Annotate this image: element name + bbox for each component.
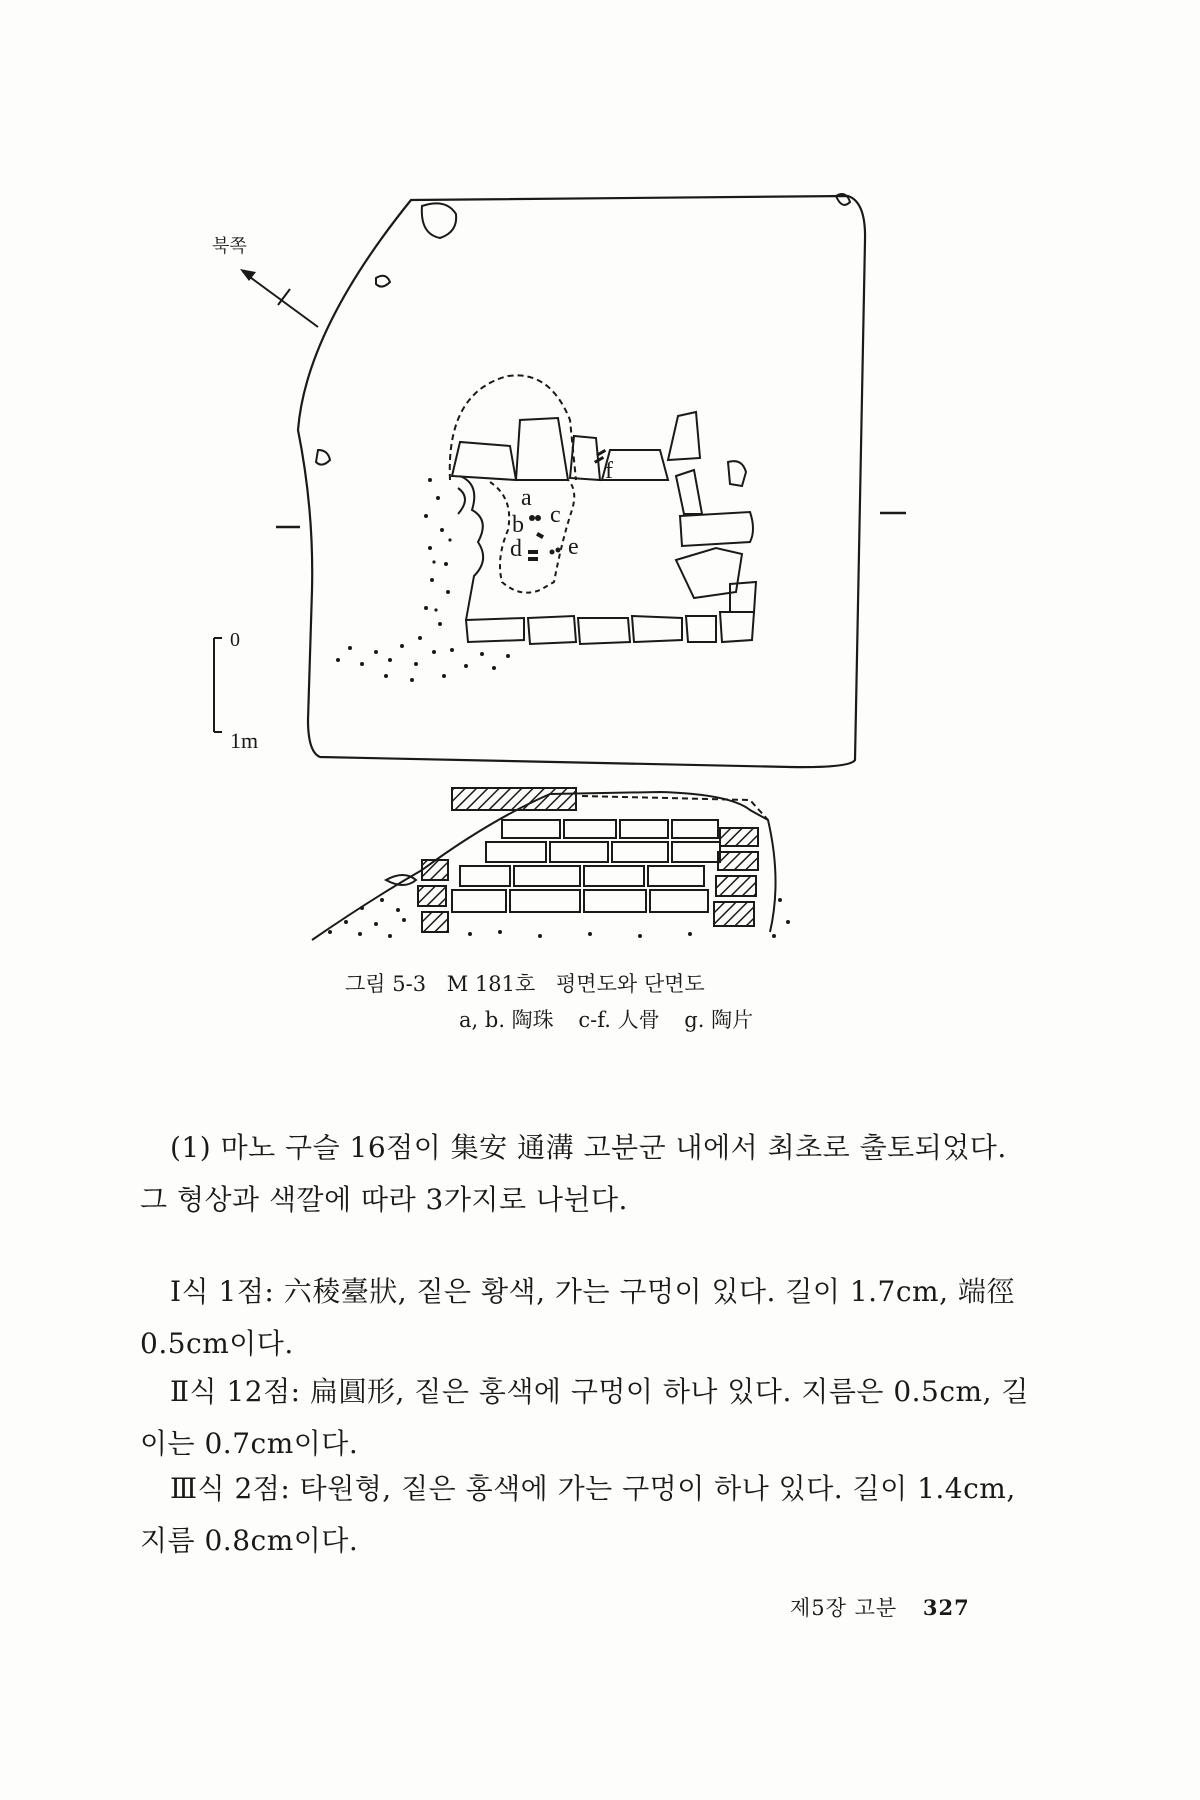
legend-ab: a, b. 陶珠 [459,1008,554,1032]
page-number: 327 [922,1595,970,1620]
legend-cf: c-f. 人骨 [578,1008,660,1032]
marker-d: d [510,536,522,562]
caption-line-2 [345,1002,945,1038]
paragraph-type-1: Ⅰ식 1점: 六稜臺狀, 짙은 황색, 가는 구멍이 있다. 길이 1.7cm, 端徑 0.5cm이다. [140,1275,1015,1360]
marker-a: a [521,485,532,511]
scale-bar [214,638,222,732]
figure-number: 그림 5-3 [345,972,427,996]
north-label: 북쪽 [212,236,247,257]
chapter-title: 제5장 고분 [790,1596,898,1620]
burial-chamber [450,375,756,644]
tomb-outline [298,196,865,767]
marker-f: f [605,458,613,484]
marker-c: c [550,502,561,528]
scale-end-label: 1m [230,728,259,753]
figure-caption [345,966,945,1038]
paragraph-agate-beads-intro: (1) 마노 구슬 16점이 集安 通溝 고분군 내에서 최초로 출토되었다. 그 형상과 색깔에 따라 3가지로 나뉜다. [140,1131,1007,1216]
scale-zero-label: 0 [230,629,240,651]
caption-line-1 [345,966,945,1002]
north-arrow-icon [240,269,318,327]
tomb-number: M 181호 [446,972,536,996]
figure-drawing [190,180,970,950]
gravel-stipple [336,478,510,682]
paragraph-type-3: Ⅲ식 2점: 타원형, 짙은 홍색에 가는 구멍이 하나 있다. 길이 1.4cm, 지름 0.8cm이다. [140,1472,1016,1557]
page-footer [790,1592,970,1622]
legend-g: g. 陶片 [684,1008,754,1032]
tomb-plan-and-section-figure [190,180,970,950]
figure-title: 평면도와 단면도 [556,972,705,996]
marker-e: e [568,534,579,560]
marker-b: b [512,512,524,538]
cross-section [312,788,776,940]
paragraph-type-2: Ⅱ식 12점: 扁圓形, 짙은 홍색에 구멍이 하나 있다. 지름은 0.5cm, 길이는 0.7cm이다. [140,1375,1029,1460]
